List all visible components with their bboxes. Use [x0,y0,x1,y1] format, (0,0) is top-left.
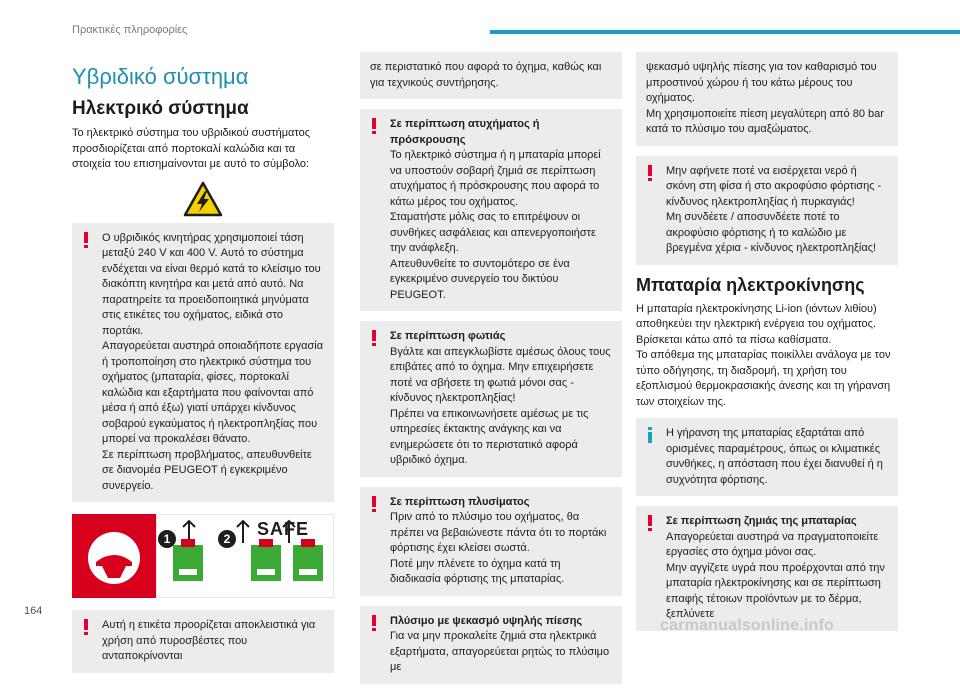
warning-icon [84,232,88,248]
box-title-accident: Σε περίπτωση ατυχήματος ή πρόσκρουσης [390,118,540,146]
warning-icon [648,165,652,181]
warning-box-battery-damage [636,506,898,631]
warning-paragraph: Αυτή η ετικέτα προορίζεται αποκλειστικά για χρήση από πυροσβέστες που ανταποκρίνονται [102,619,316,662]
warning-box-washing [360,487,622,596]
box-paragraph: Σταματήστε μόλις σας το επιτρέψουν οι συνθήκες ασφάλειας και απενεργοποιήστε την ανάφλεξη. [390,211,596,254]
warning-box-water [636,156,898,265]
section-title-electric: Ηλεκτρικό σύστημα [72,98,249,119]
battery-module-3 [293,545,323,581]
step-number-1: 1 [163,532,171,546]
step-number-2: 2 [223,532,231,546]
continued-paragraph: Μη χρησιμοποιείτε πίεση μεγαλύτερη από 80 bar κατά το πλύσιμο του αμαξώματος. [646,107,884,135]
box-title-battery-damage: Σε περίπτωση ζημιάς της μπαταρίας [666,515,857,527]
box-paragraph: Μην αφήνετε ποτέ να εισέρχεται νερό ή σκόνη στη φίσα ή στο ακροφύσιο φόρτισης - κίνδυνος ηλεκτροπληξίας ή πυρκαγιάς! [666,164,882,208]
box-paragraph: Μη συνδέετε / αποσυνδέετε ποτέ το ακροφύσιο φόρτισης ή το καλώδιο με βρεγμένα χέρια - κίνδυνος ηλεκτροπληξίας! [666,211,877,254]
column-1 [72,56,334,683]
box-paragraph: Απαγορεύεται αυστηρά να πραγματοποιείτε εργασίες στο όχημα μόνοι σας. [666,530,879,558]
box-paragraph: Μην αγγίζετε υγρά που προέρχονται από την μπαταρία ηλεκτροκίνησης και σε περίπτωση επαφής τέτοιων προϊόντων με το δέρμα, ξεπλύνετε [666,561,885,620]
warning-paragraph: Απαγορεύεται αυστηρά οποιαδήποτε εργασία ή τροποποίηση στο ηλεκτρικό σύστημα του οχήματος (μπαταρία, φίσες, πορτοκαλί καλώδια και εξαρτήματα που φαίνονται από μέσα ή από έξω) γιατί υπάρχει κίνδυνος σοβαρού εγκαύματος ή ηλεκτροπληξίας που μπορεί να προκαλέσει θάνατο. [102,340,324,445]
box-title-pressure: Πλύσιμο με ψεκασμό υψηλής πίεσης [390,614,583,627]
column-2 [360,52,622,694]
info-icon [648,427,652,443]
box-title-washing: Σε περίπτωση πλυσίματος [390,495,530,508]
section-title-battery: Μπαταρία ηλεκτροκίνησης [636,274,865,295]
safe-diagram-panel [156,514,334,598]
warning-icon [648,515,652,531]
warning-icon [84,619,88,635]
continued-paragraph: ψεκασμό υψηλής πίεσης για τον καθαρισμό του μπροστινού χώρου ή του κάτω μέρους του οχήματος. [646,61,877,104]
warning-icon [372,118,376,134]
warning-box-voltage [72,223,334,503]
continued-box [360,52,622,99]
info-box-aging [636,418,898,496]
safe-label-figure [72,514,334,598]
battery-paragraph: Το απόθεμα της μπαταρίας ποικίλλει ανάλογα με τον τύπο οδήγησης, τη διαδρομή, τη χρήση του εξοπλισμού θερμοκρασιακής άνεσης και τη γήρανση των στοιχείων της. [636,349,891,408]
page-number: 164 [24,605,43,617]
warning-paragraph: Ο υβριδικός κινητήρας χρησιμοποιεί τάση μεταξύ 240 V και 400 V. Αυτό το σύστημα ενδέχεται να είναι θερμό κατά το κλείσιμο του διακόπτη κινητήρα και μετά από αυτό. Να παρατηρείτε τα προειδοποιητικά μηνύματα στις ετικέτες του οχήματος, ειδικά στο πορτάκι. [102,231,321,337]
warning-icon [372,496,376,512]
intro-paragraph: Το ηλεκτρικό σύστημα του υβριδικού συστήματος προσδιορίζεται από πορτοκαλί καλώδια και τα στοιχεία του επισημαίνονται με αυτό το σύμβολο: [72,127,311,170]
info-paragraph: Η γήρανση της μπαταρίας εξαρτάται από ορισμένες παραμέτρους, όπως οι κλιματικές συνθήκες, η απόσταση που έχει διανυθεί ή η συχνότητα φόρτισης. [666,427,883,486]
box-paragraph: Για να μην προκαλείτε ζημιά στα ηλεκτρικά εξαρτήματα, απαγορεύεται ρητώς το πλύσιμο με [390,630,610,673]
warning-paragraph: Σε περίπτωση προβλήματος, απευθυνθείτε σε διανομέα PEUGEOT ή εγκεκριμένο συνεργείο. [102,448,312,492]
box-title-fire: Σε περίπτωση φωτιάς [390,330,506,342]
firefighter-helmet-icon [72,514,156,598]
box-paragraph: Ποτέ μην πλένετε το όχημα κατά τη διαδικασία φόρτισης της μπαταρίας. [390,557,565,585]
battery-paragraph: Η μπαταρία ηλεκτροκίνησης Li-ion (ιόντων λιθίου) αποθηκεύει την ηλεκτρική ενέργεια του οχήματος. [636,302,877,330]
firefighter-helmet-panel [72,514,156,598]
page-title: Υβριδικό σύστημα [72,64,249,89]
warning-box-accident [360,109,622,311]
high-voltage-icon [72,181,334,217]
warning-box-label [72,610,334,673]
section-header: Πρακτικές πληροφορίες [72,24,188,36]
header-accent-bar [490,30,960,34]
box-paragraph: Πριν από το πλύσιμο του οχήματος, θα πρέπει να βεβαιώνεστε πάντα ότι το πορτάκι φόρτισης έχει κλείσει σωστά. [390,511,607,554]
continued-paragraph: σε περιστατικό που αφορά το όχημα, καθώς και για τεχνικούς συντήρησης. [370,61,602,89]
warning-box-fire [360,321,622,477]
warning-icon [372,615,376,631]
safe-text: SAFE [257,519,310,539]
warning-box-pressure [360,606,622,684]
box-paragraph: Απευθυνθείτε το συντομότερο σε ένα εγκεκριμένο συνεργείο του δικτύου PEUGEOT. [390,257,570,301]
box-paragraph: Βγάλτε και απεγκλωβίστε αμέσως όλους τους επιβάτες από το όχημα. Μην επιχειρήσετε ποτέ να σβήσετε τη φωτιά μόνοι σας - κίνδυνος ηλεκτροπληξίας! [390,345,611,404]
battery-module-1 [173,545,203,581]
continued-box [636,52,898,146]
column-3 [636,52,898,641]
box-paragraph: Πρέπει να επικοινωνήσετε αμέσως με τις υπηρεσίες έκτακτης ανάγκης και να ενημερώσετε ότι το περιστατικό αφορά υβριδικό όχημα. [390,407,589,466]
battery-module-2 [251,545,281,581]
box-paragraph: Το ηλεκτρικό σύστημα ή η μπαταρία μπορεί να υποστούν σοβαρή ζημιά σε περίπτωση ατυχήματος ή πρόσκρουσης που αφορά το κάτω μέρος του οχήματος. [390,149,601,208]
battery-paragraph: Βρίσκεται κάτω από τα πίσω καθίσματα. [636,333,832,346]
warning-icon [372,330,376,346]
watermark: carmanualsonline.info [660,617,835,634]
